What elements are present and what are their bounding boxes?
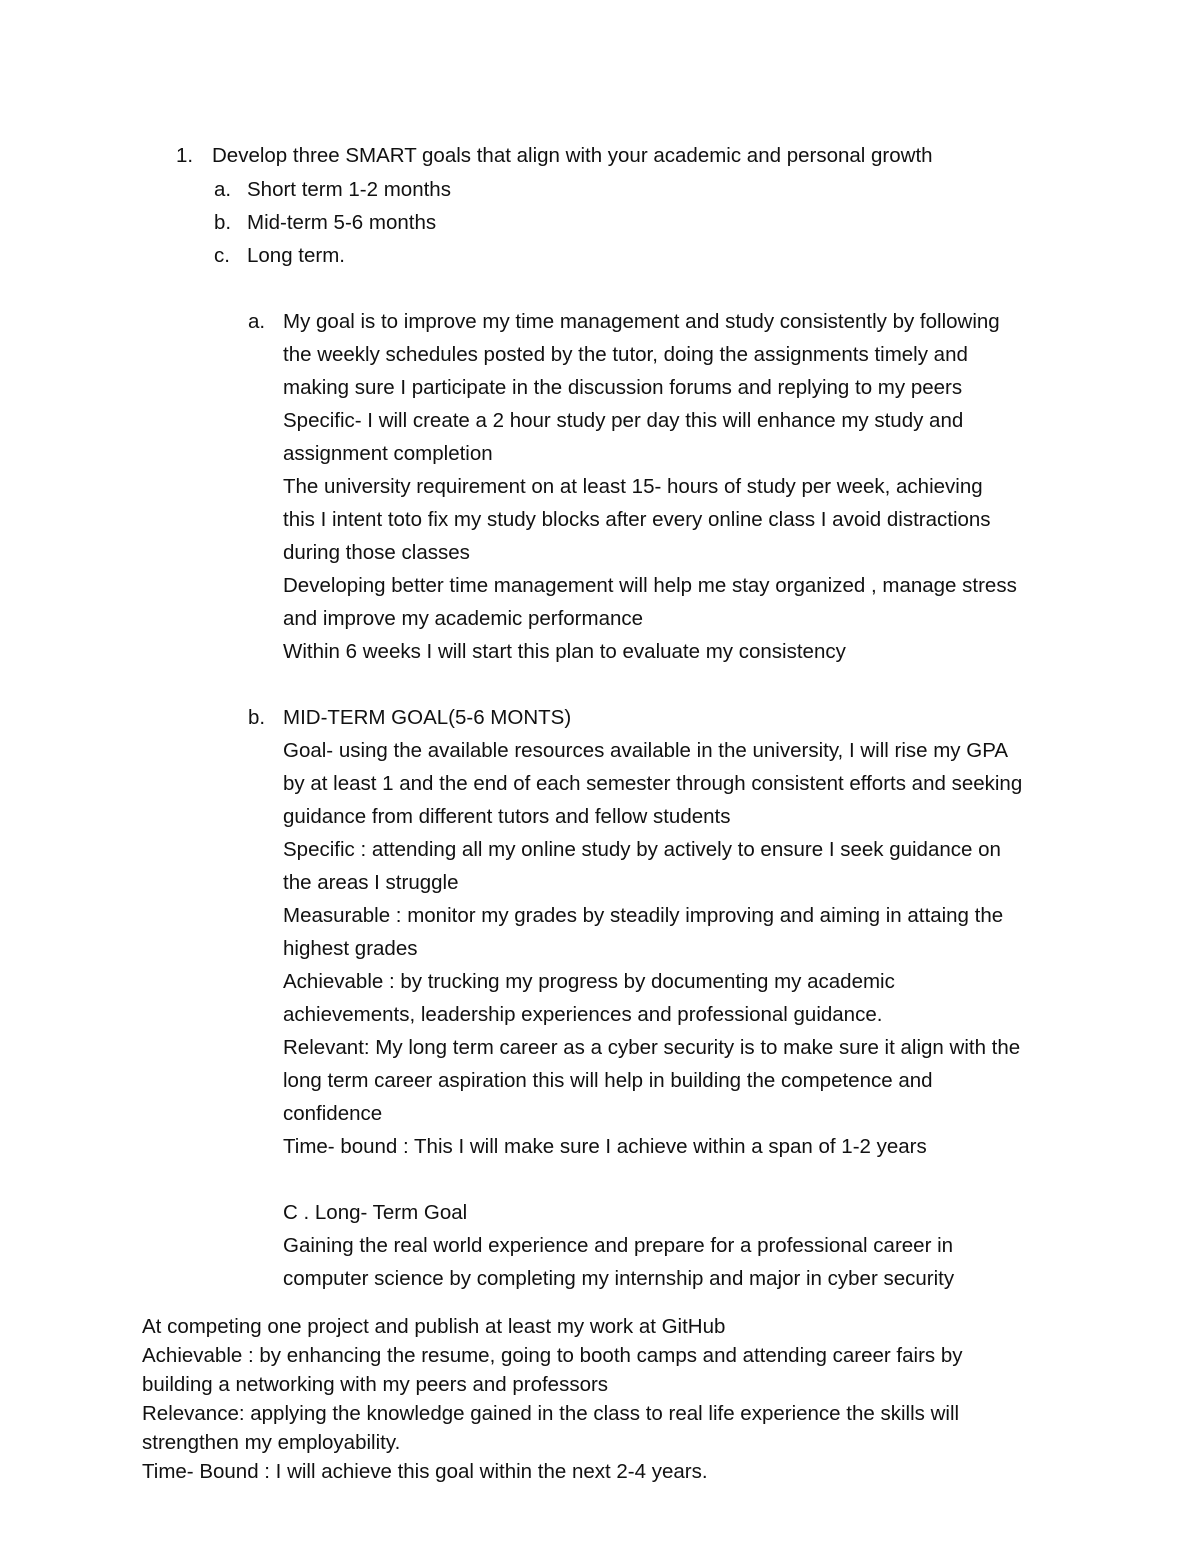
mid-term-marker: b. [248,706,266,729]
mid-term-line: Time- bound : This I will make sure I achieve within a span of 1-2 years [283,1135,927,1158]
mid-term-line: guidance from different tutors and fellow students [283,805,731,828]
mid-term-line: Goal- using the available resources available in the university, I will rise my GPA [283,739,1009,762]
footer-line: strengthen my employability. [142,1431,401,1454]
short-term-line: this I intent toto fix my study blocks after every online class I avoid distractions [283,508,991,531]
short-term-line: during those classes [283,541,470,564]
short-term-line: Within 6 weeks I will start this plan to evaluate my consistency [283,640,846,663]
mid-term-heading: MID-TERM GOAL(5-6 MONTS) [283,706,572,729]
short-term-line: making sure I participate in the discussion forums and replying to my peers [283,376,963,399]
question-text: Develop three SMART goals that align with your academic and personal growth [212,144,933,167]
long-term-heading: C . Long- Term Goal [283,1201,468,1224]
footer-line: building a networking with my peers and professors [142,1373,609,1396]
long-term-line: computer science by completing my internship and major in cyber security [283,1267,955,1290]
mid-term-line: Measurable : monitor my grades by steadily improving and aiming in attaing the [283,904,1004,927]
subitem-marker: a. [214,178,232,201]
mid-term-line: Specific : attending all my online study by actively to ensure I seek guidance on [283,838,1001,861]
short-term-line: Developing better time management will help me stay organized , manage stress [283,574,1017,597]
short-term-line: and improve my academic performance [283,607,644,630]
mid-term-line: Achievable : by trucking my progress by documenting my academic [283,970,895,993]
footer-line: At competing one project and publish at least my work at GitHub [142,1315,726,1338]
short-term-line: the weekly schedules posted by the tutor, doing the assignments timely and [283,343,968,366]
footer-line: Time- Bound : I will achieve this goal within the next 2-4 years. [142,1460,708,1483]
short-term-line: My goal is to improve my time management and study consistently by following [283,310,1000,333]
footer-line: Relevance: applying the knowledge gained in the class to real life experience the skills will [142,1402,960,1425]
mid-term-line: confidence [283,1102,383,1125]
subitem-marker: b. [214,211,232,234]
long-term-line: Gaining the real world experience and prepare for a professional career in [283,1234,954,1257]
short-term-line: The university requirement on at least 15- hours of study per week, achieving [283,475,983,498]
footer-line: Achievable : by enhancing the resume, going to booth camps and attending career fairs by [142,1344,963,1367]
subitem-marker: c. [214,244,230,267]
subitem-mid-term: Mid-term 5-6 months [247,211,437,234]
list-number: 1. [176,144,194,167]
mid-term-line: by at least 1 and the end of each semester through consistent efforts and seeking [283,772,1023,795]
short-term-marker: a. [248,310,266,333]
mid-term-line: long term career aspiration this will help in building the competence and [283,1069,933,1092]
mid-term-line: Relevant: My long term career as a cyber security is to make sure it align with the [283,1036,1021,1059]
mid-term-line: achievements, leadership experiences and professional guidance. [283,1003,883,1026]
subitem-short-term: Short term 1-2 months [247,178,451,201]
short-term-line: assignment completion [283,442,493,465]
short-term-line: Specific- I will create a 2 hour study per day this will enhance my study and [283,409,964,432]
subitem-long-term: Long term. [247,244,345,267]
mid-term-line: the areas I struggle [283,871,459,894]
mid-term-line: highest grades [283,937,418,960]
